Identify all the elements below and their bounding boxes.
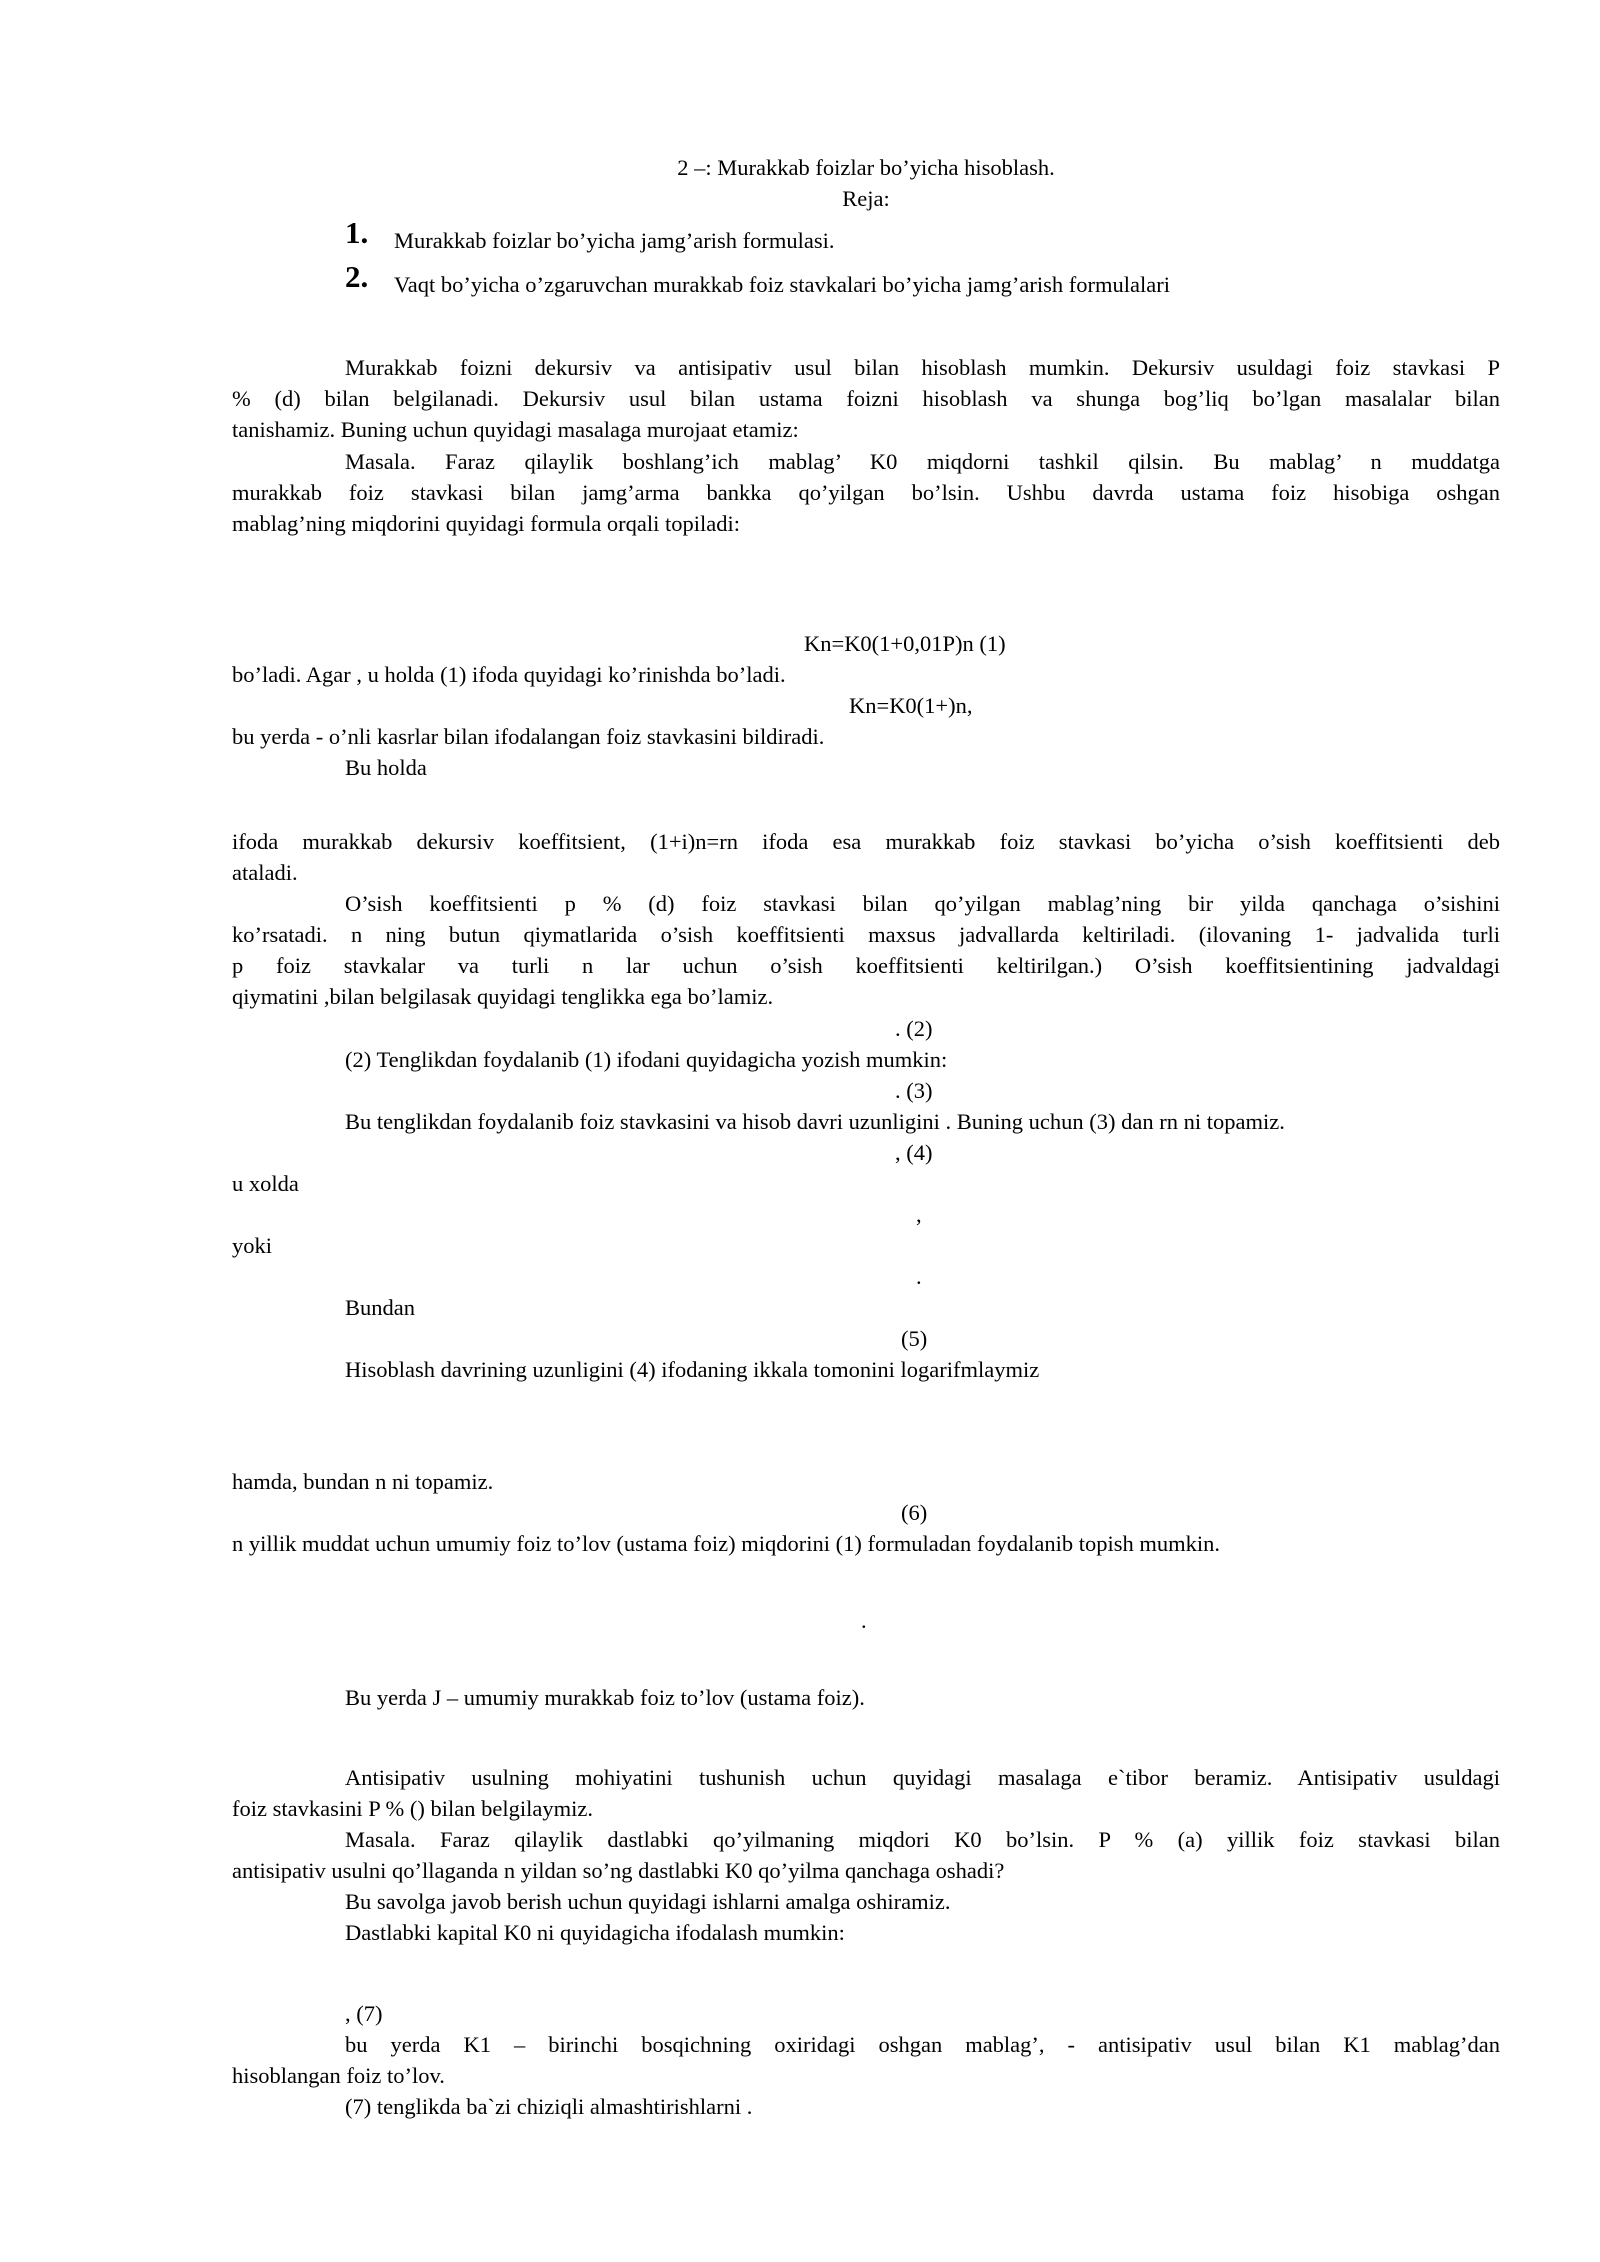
text-line: Masala. Faraz qilaylik boshlang’ich mablag’ K0 miqdorni tashkil qilsin. Bu mablag’ n muddatga <box>345 449 1500 474</box>
plan-heading: Reja: <box>842 186 890 211</box>
equation-label-6: (6) <box>901 1500 928 1525</box>
text-line: foiz stavkasini P % () bilan belgilaymiz. <box>232 1796 593 1821</box>
text-line: Antisipativ usulning mohiyatini tushunish uchun quyidagi masalaga e`tibor beramiz. Antisipativ usuldagi <box>345 1765 1500 1790</box>
text-line: % (d) bilan belgilanadi. Dekursiv usul bilan ustama foizni hisoblash va shunga bog’liq bo’lgan masalalar bilan <box>232 386 1500 411</box>
plan-item-text: Vaqt bo’yicha o’zgaruvchan murakkab foiz stavkalari bo’yicha jamg’arish formulalari <box>394 272 1170 297</box>
text-line: Dastlabki kapital K0 ni quyidagicha ifodalash mumkin: <box>345 1920 845 1945</box>
text-line: (7) tenglikda ba`zi chiziqli almashtirishlarni . <box>345 2094 753 2119</box>
equation-label-7: , (7) <box>345 2001 383 2026</box>
document-title: 2 –: Murakkab foizlar bo’yicha hisoblash. <box>677 155 1055 180</box>
text-line: Bundan <box>345 1295 415 1320</box>
formula-1: Kn=K0(1+0,01P)n (1) <box>804 631 1006 656</box>
text-line: u xolda <box>232 1171 299 1196</box>
text-line: yoki <box>232 1233 273 1258</box>
equation-mark: . <box>916 1264 922 1289</box>
text-line: bu yerda K1 – birinchi bosqichning oxiridagi oshgan mablag’, - antisipativ usul bilan K1 mablag’dan <box>345 2032 1500 2057</box>
equation-label-4: , (4) <box>895 1140 933 1165</box>
text-line: bu yerda - o’nli kasrlar bilan ifodalangan foiz stavkasini bildiradi. <box>232 724 825 749</box>
text-line: antisipativ usulni qo’llaganda n yildan so’ng dastlabki K0 qo’yilma qanchaga oshadi? <box>232 1858 1005 1883</box>
equation-mark: , <box>916 1202 922 1227</box>
text-line: tanishamiz. Buning uchun quyidagi masalaga murojaat etamiz: <box>232 417 799 442</box>
plan-item-number: 2. <box>345 259 369 294</box>
text-line: p foiz stavkalar va turli n lar uchun o’sish koeffitsienti keltirilgan.) O’sish koeffitsientining jadvaldagi <box>232 953 1500 978</box>
text-line: bo’ladi. Agar , u holda (1) ifoda quyidagi ko’rinishda bo’ladi. <box>232 662 786 687</box>
text-line: qiymatini ,bilan belgilasak quyidagi tenglikka ega bo’lamiz. <box>232 984 774 1009</box>
text-line: Bu tenglikdan foydalanib foiz stavkasini va hisob davri uzunligini . Buning uchun (3) dan rn ni topamiz. <box>345 1109 1285 1134</box>
text-line: (2) Tenglikdan foydalanib (1) ifodani quyidagicha yozish mumkin: <box>345 1047 948 1072</box>
text-line: Bu holda <box>345 755 427 780</box>
text-line: hamda, bundan n ni topamiz. <box>232 1469 494 1494</box>
equation-label-3: . (3) <box>895 1078 933 1103</box>
text-line: hisoblangan foiz to’lov. <box>232 2063 445 2088</box>
text-line: Masala. Faraz qilaylik dastlabki qo’yilmaning miqdori K0 bo’lsin. P % (a) yillik foiz stavkasi bilan <box>345 1827 1500 1852</box>
equation-label-5: (5) <box>901 1326 928 1351</box>
text-line: Hisoblash davrining uzunligini (4) ifodaning ikkala tomonini logarifmlaymiz <box>345 1357 1040 1382</box>
text-line: Bu savolga javob berish uchun quyidagi ishlarni amalga oshiramiz. <box>345 1889 951 1914</box>
text-line: Murakkab foizni dekursiv va antisipativ usul bilan hisoblash mumkin. Dekursiv usuldagi foiz stavkasi P <box>345 355 1500 380</box>
equation-label-2: . (2) <box>895 1016 933 1041</box>
plan-item-number: 1. <box>345 215 369 250</box>
text-line: ifoda murakkab dekursiv koeffitsient, (1+i)n=rn ifoda esa murakkab foiz stavkasi bo’yicha o’sish koeffitsienti deb <box>232 829 1500 854</box>
text-line: ataladi. <box>232 860 298 885</box>
text-line: ko’rsatadi. n ning butun qiymatlarida o’sish koeffitsienti maxsus jadvallarda keltiriladi. (ilovaning 1- jadvalida turli <box>232 922 1500 947</box>
text-line: murakkab foiz stavkasi bilan jamg’arma bankka qo’yilgan bo’lsin. Ushbu davrda ustama foiz hisobiga oshgan <box>232 480 1500 505</box>
plan-item-text: Murakkab foizlar bo’yicha jamg’arish formulasi. <box>394 228 835 253</box>
equation-mark: . <box>861 1608 867 1633</box>
text-line: O’sish koeffitsienti p % (d) foiz stavkasi bilan qo’yilgan mablag’ning bir yilda qanchaga o’sishini <box>345 891 1500 916</box>
text-line: mablag’ning miqdorini quyidagi formula orqali topiladi: <box>232 511 741 536</box>
formula-1a: Kn=K0(1+)n, <box>849 693 973 718</box>
text-line: n yillik muddat uchun umumiy foiz to’lov (ustama foiz) miqdorini (1) formuladan foydalanib topish mumkin. <box>232 1531 1220 1556</box>
text-line: Bu yerda J – umumiy murakkab foiz to’lov (ustama foiz). <box>345 1685 865 1710</box>
